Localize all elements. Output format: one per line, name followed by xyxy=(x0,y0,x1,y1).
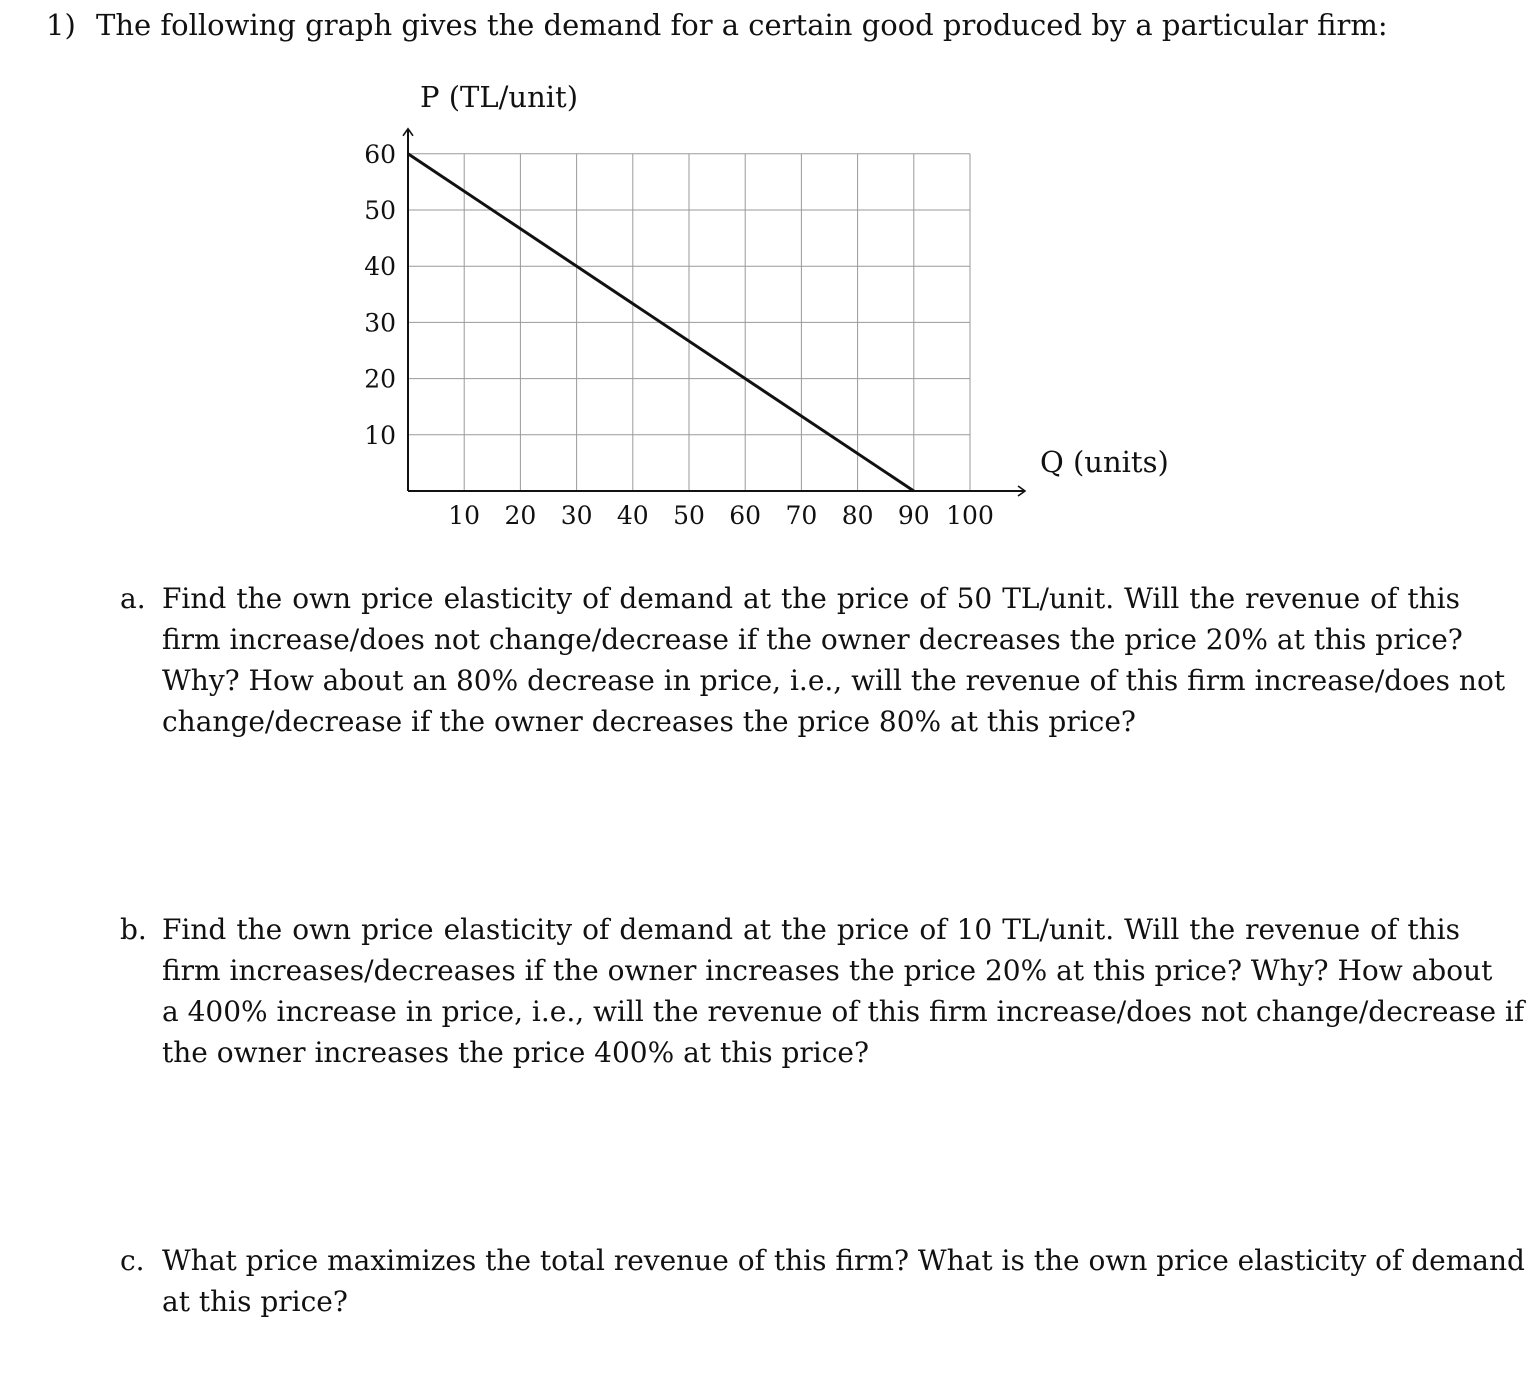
part-label: b. xyxy=(120,913,147,946)
x-tick-label: 10 xyxy=(448,501,481,530)
x-tick-label: 100 xyxy=(946,501,994,530)
question-intro: The following graph gives the demand for a certain good produced by a particular firm: xyxy=(96,8,1388,42)
part-line: Why? How about an 80% decrease in price, i.e., will the revenue of this firm increase/does not xyxy=(162,664,1506,697)
part-line: Find the own price elasticity of demand at the price of 50 TL/unit. Will the revenue of this xyxy=(162,582,1460,615)
part-line: at this price? xyxy=(162,1285,348,1318)
y-tick-label: 40 xyxy=(364,252,396,282)
part-text xyxy=(162,909,1525,1073)
x-tick-label: 90 xyxy=(897,501,930,530)
x-tick-label: 80 xyxy=(841,501,874,530)
part-line: change/decrease if the owner decreases the price 80% at this price? xyxy=(162,705,1136,738)
x-tick-label: 70 xyxy=(785,501,818,530)
y-tick-label: 60 xyxy=(364,139,396,169)
part-text xyxy=(162,578,1506,742)
part-line: Find the own price elasticity of demand at the price of 10 TL/unit. Will the revenue of this xyxy=(162,913,1460,946)
demand-chart xyxy=(0,0,1528,560)
part-line: a 400% increase in price, i.e., will the revenue of this firm increase/does not change/decrease if xyxy=(162,995,1525,1028)
part-line: firm increases/decreases if the owner increases the price 20% at this price? Why? How about xyxy=(162,954,1493,987)
y-tick-label: 20 xyxy=(364,364,396,394)
y-tick-label: 10 xyxy=(364,420,396,450)
x-tick-label: 30 xyxy=(560,501,593,530)
x-tick-label: 50 xyxy=(673,501,705,530)
part-line: firm increase/does not change/decrease if the owner decreases the price 20% at this price? xyxy=(162,623,1463,656)
part-label: c. xyxy=(120,1244,145,1277)
part-a xyxy=(120,578,1506,742)
part-line: What price maximizes the total revenue of this firm? What is the own price elasticity of demand xyxy=(162,1244,1525,1277)
y-axis-label: P (TL/unit) xyxy=(420,80,579,114)
part-b xyxy=(120,909,1525,1073)
question-number: 1) xyxy=(46,8,76,42)
x-tick-label: 40 xyxy=(616,501,649,530)
y-tick-label: 30 xyxy=(364,308,396,338)
part-text xyxy=(162,1240,1525,1322)
y-tick-label: 50 xyxy=(364,196,396,225)
x-tick-label: 60 xyxy=(729,501,762,530)
part-c xyxy=(120,1240,1525,1322)
x-tick-label: 20 xyxy=(504,501,537,530)
part-line: the owner increases the price 400% at this price? xyxy=(162,1036,869,1069)
part-label: a. xyxy=(120,582,146,615)
x-axis-label: Q (units) xyxy=(1040,445,1169,479)
